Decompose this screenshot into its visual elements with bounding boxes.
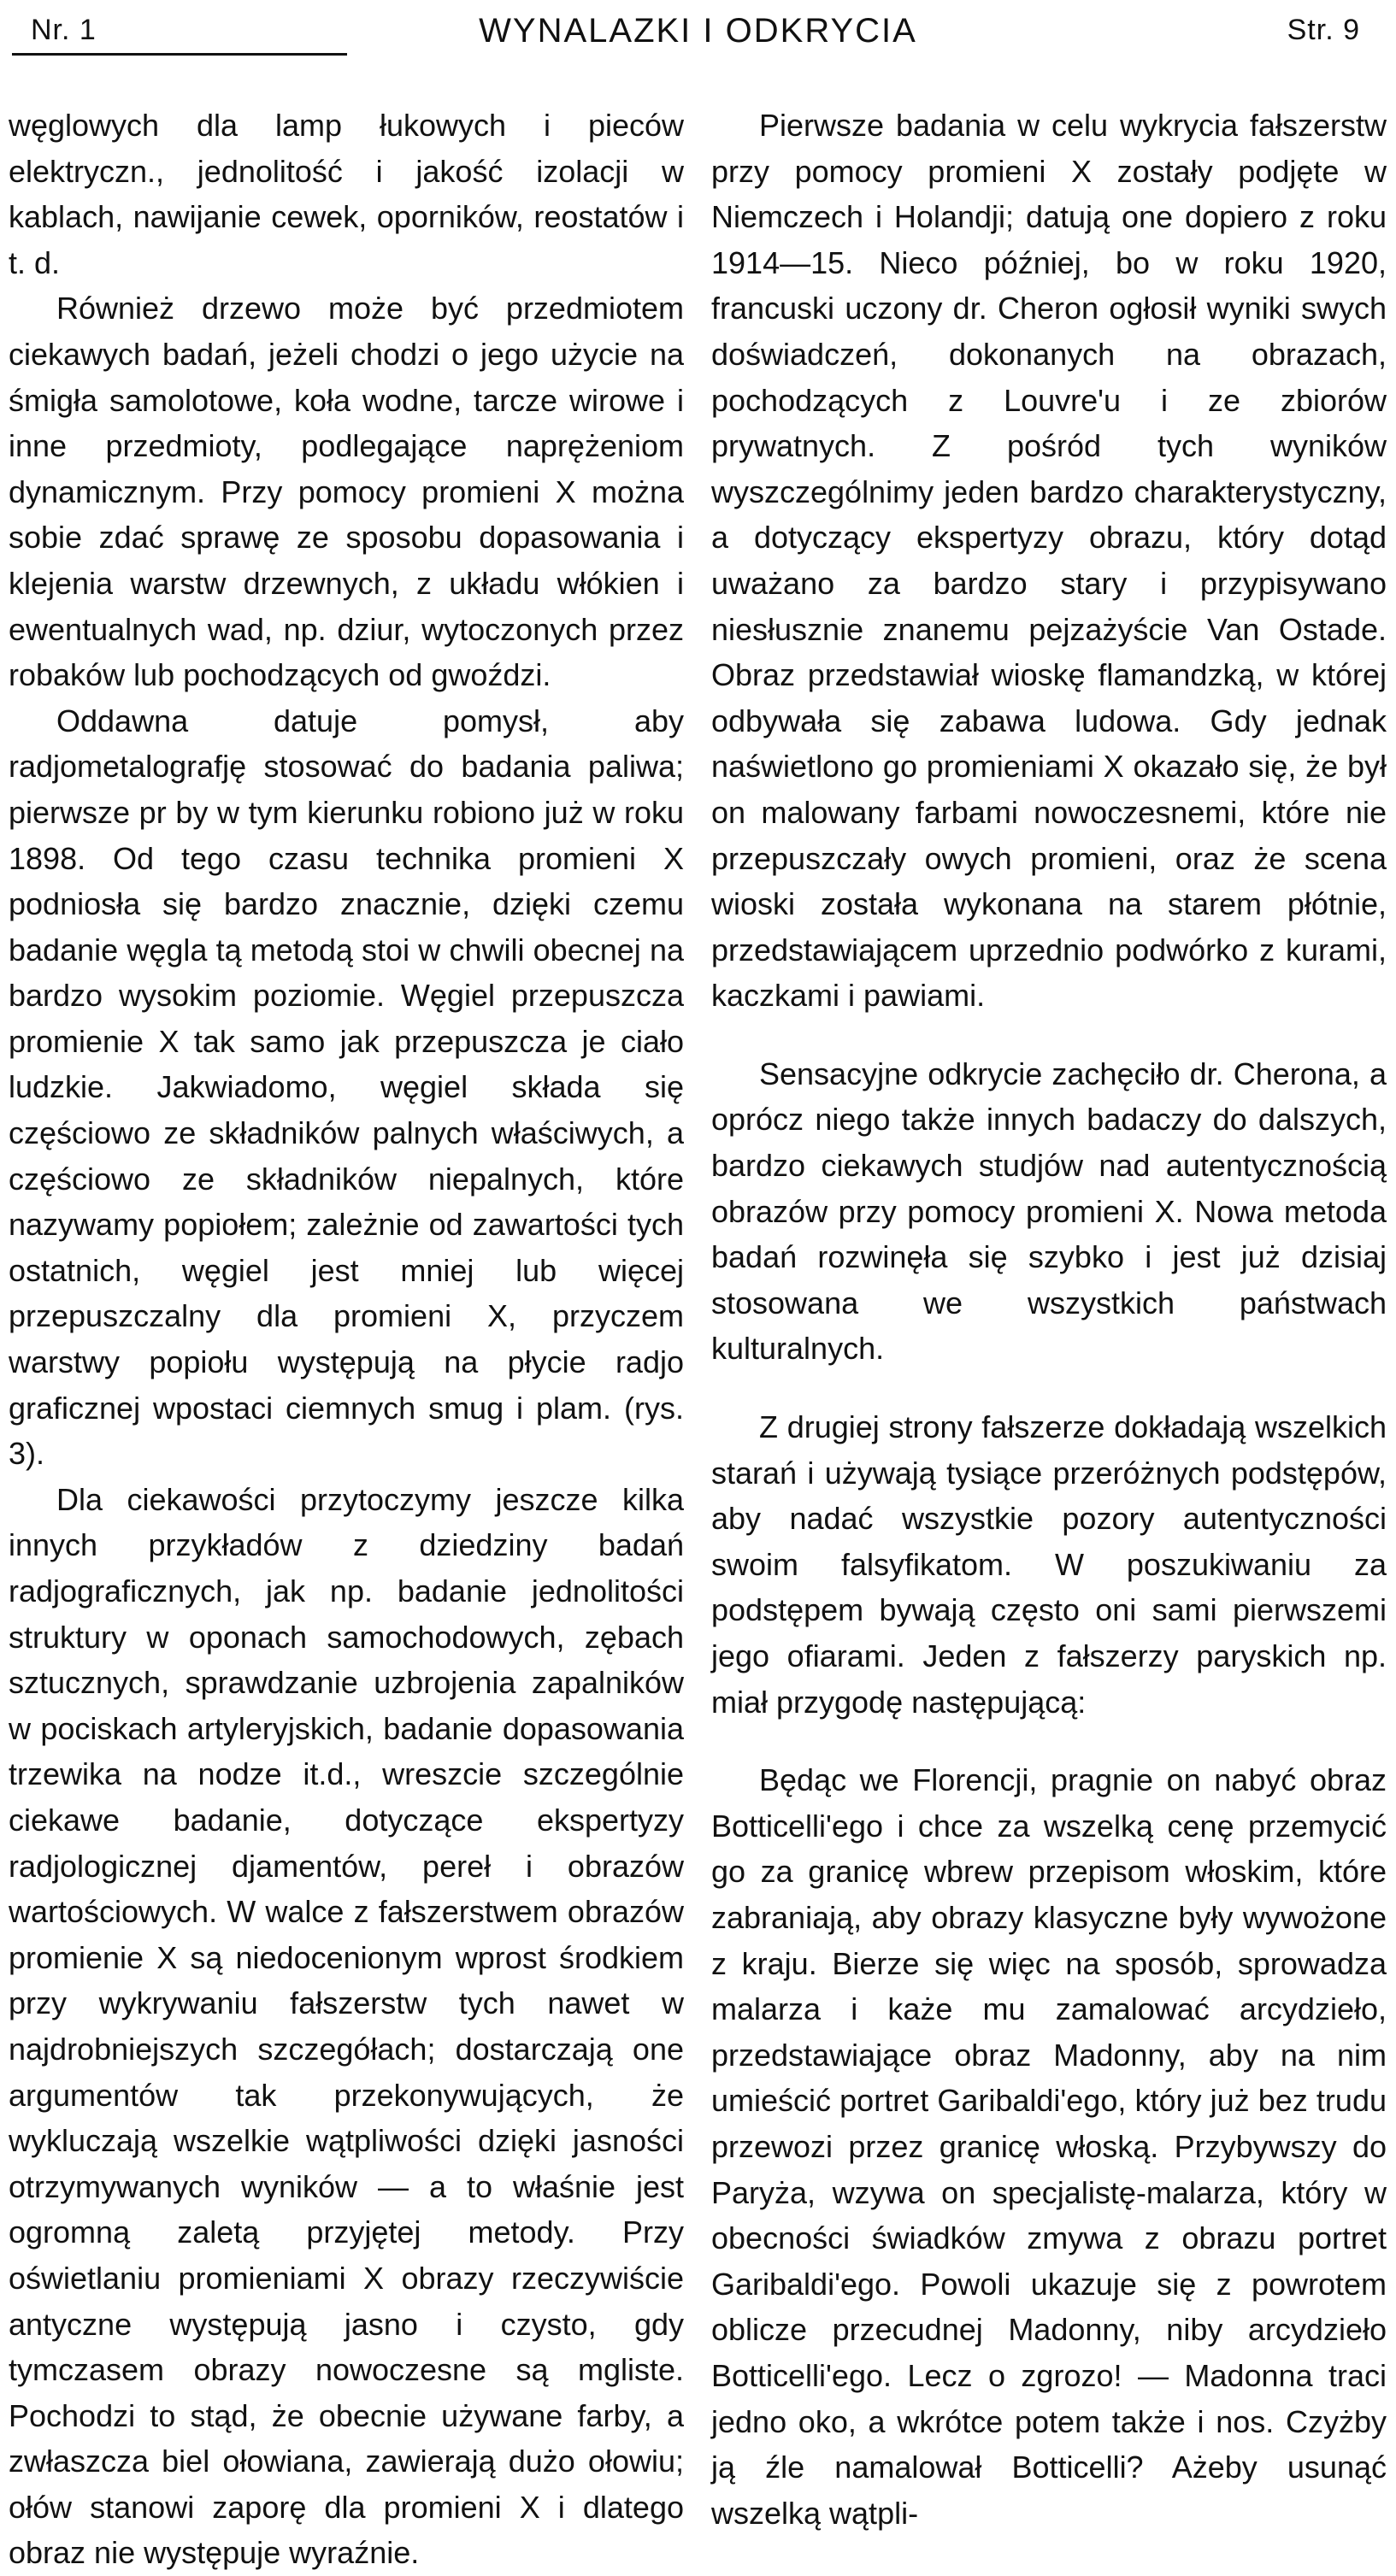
paragraph: Sensacyjne odkrycie zachęciło dr. Cherona, a oprócz niego także innych badaczy do dalszych, bardzo ciekawych studjów nad autentycznością obrazów przy pomocy promieni X. Nowa metoda badań rozwinęła się szybko i jest już dzisiaj stosowana we wszystkich państwach kulturalnych. bbox=[711, 1056, 1387, 1367]
paragraph: węglowych dla lamp łukowych i pieców elektryczn., jednolitość i jakość izolacji w kablach, nawijanie cewek, oporników, reostatów i t. d. bbox=[9, 108, 684, 280]
paragraph: Pierwsze badania w celu wykrycia fałszerstw przy pomocy promieni X zostały podjęte w Niemczech i Holandji; datują one dopiero z roku 1914—15. Nieco później, bo w roku 1920, francuski uczony dr. Cheron ogłosił wyniki swych doświadczeń, dokonanych na obrazach, pochodzących z Louvre'u i ze zbiorów prywatnych. Z pośród tych wyników wyszczególnimy jeden bardzo charakterystyczny, a dotyczący ekspertyzy obrazu, który dotąd uważano za bardzo stary i przypisywano niesłusznie znanemu pejzażyście Van Ostade. Obraz przedstawiał wioskę flamandzką, w której odbywała się zabawa ludowa. Gdy jednak naświetlono go promieniami X okazało się, że był on malowany farbami nowoczesnemi, które nie przepuszczały owych promieni, oraz że scena wioski została wykonana na starem płótnie, przedstawiającem uprzednio podwórko z kurami, kaczkami i pawiami. bbox=[711, 108, 1387, 1014]
left-column bbox=[9, 103, 684, 2576]
right-column bbox=[711, 103, 1387, 2536]
paragraph: Z drugiej strony fałszerze dokładają wszelkich starań i używają tysiące przeróżnych podstępów, aby nadać wszystkie pozory autentyczności swoim falsyfikatom. W poszukiwaniu za podstępem bywają często oni sami pierwszemi jego ofiarami. Jeden z fałszerzy paryskich np. miał przygodę następującą: bbox=[711, 1409, 1387, 1720]
paragraph: Oddawna datuje pomysł, aby radjometalografję stosować do badania paliwa; pierwsze pr by w tym kierunku robiono już w roku 1898. Od tego czasu technika promieni X podniosła się bardzo znacznie, dzięki czemu badanie węgla tą metodą stoi w chwili obecnej na bardzo wysokim poziomie. Węgiel przepuszcza promienie X tak samo jak przepuszcza je ciało ludzkie. Jakwiadomo, węgiel składa się częściowo ze składników palnych właściwych, a częściowo ze składników niepalnych, które nazywamy popiołem; zależnie od zawartości tych ostatnich, węgiel jest mniej lub więcej przepuszczalny dla promieni X, przyczem warstwy popiołu występują na płycie radjo graficznej wpostaci ciemnych smug i plam. (rys. 3). bbox=[9, 703, 684, 1472]
page-number: Str. 9 bbox=[1287, 14, 1360, 46]
journal-title: WYNALAZKI I ODKRYCIA bbox=[479, 12, 917, 50]
header-rule bbox=[12, 53, 347, 56]
paragraph: Będąc we Florencji, pragnie on nabyć obraz Botticelli'ego i chce za wszelką cenę przemycić go za granicę wbrew przepisom włoskim, które zabraniają, aby obrazy klasyczne były wywożone z kraju. Bierze się więc na sposób, sprowadza malarza i każe mu zamalować arcydzieło, przedstawiające obraz Madonny, aby na nim umieścić portret Garibaldi'ego, który już bez trudu przewozi przez granicę włoską. Przybywszy do Paryża, wzywa on specjalistę-malarza, który w obecności świadków zmywa z obrazu portret Garibaldi'ego. Powoli ukazuje się z powrotem oblicze przecudnej Madonny, niby arcydzieło Botticelli'ego. Lecz o zgrozo! — Madonna traci jedno oko, a wkrótce potem także i nos. Czyżby ją źle namalował Botticelli? Ażeby usunąć wszelką wątpli- bbox=[711, 1762, 1387, 2531]
paragraph: Również drzewo może być przedmiotem ciekawych badań, jeżeli chodzi o jego użycie na śmigła samolotowe, koła wodne, tarcze wirowe i inne przedmioty, podlegające naprężeniom dynamicznym. Przy pomocy promieni X można sobie zdać sprawę ze sposobu dopasowania i klejenia warstw drzewnych, z układu włókien i ewentualnych wad, np. dziur, wytoczonych przez robaków lub pochodzących od gwoździ. bbox=[9, 291, 684, 693]
paragraph: Dla ciekawości przytoczymy jeszcze kilka innych przykładów z dziedziny badań radjograficznych, jak np. badanie jednolitości struktury w oponach samochodowych, zębach sztucznych, sprawdzanie uzbrojenia zapalników w pociskach artyleryjskich, badanie dopasowania trzewika na nodze it.d., wreszcie szczególnie ciekawe badanie, dotyczące ekspertyzy radjologicznej djamentów, pereł i obrazów wartościowych. W walce z fałszerstwem obrazów promienie X są niedocenionym wprost środkiem przy wykrywaniu fałszerstw tych nawet w najdrobniejszych szczegółach; dostarczają one argumentów tak przekonywujących, że wykluczają wszelkie wątpliwości dzięki jasności otrzymywanych wyników — a to właśnie jest ogromną zaletą przyjętej metody. Przy oświetlaniu promieniami X obrazy rzeczywiście antyczne występują jasno i czysto, gdy tymczasem obrazy nowoczesne są mgliste. Pochodzi to stąd, że obecnie używane farby, a zwłaszcza biel ołowiana, zawierają dużo ołowiu; ołów stanowi zaporę dla promieni X i dlatego obraz nie występuje wyraźnie. bbox=[9, 1481, 684, 2571]
issue-number: Nr. 1 bbox=[31, 14, 97, 46]
page-header bbox=[0, 0, 1396, 85]
